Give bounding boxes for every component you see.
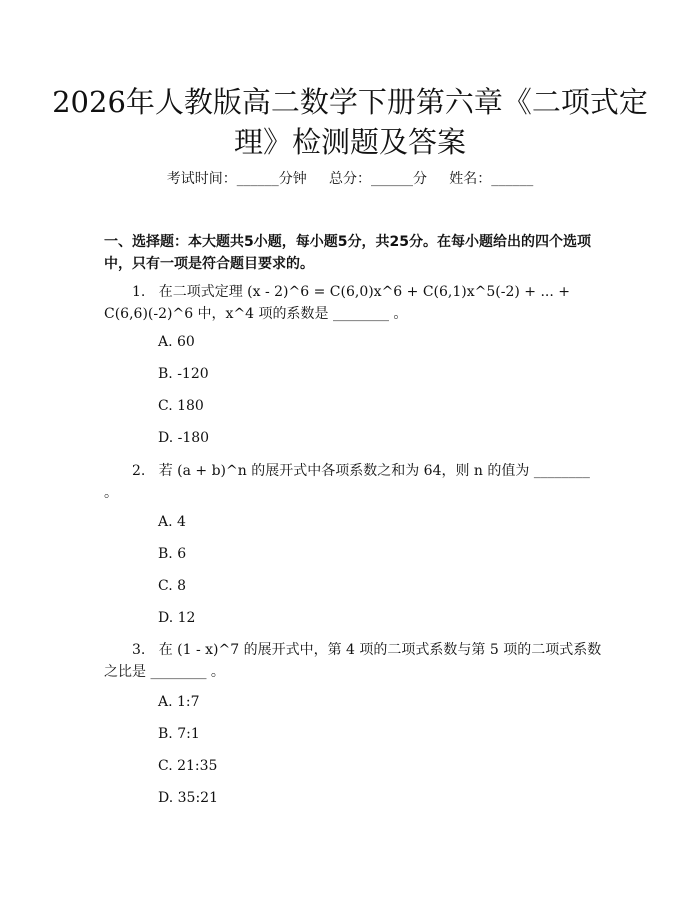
- q1-option-a: A. 60: [158, 334, 195, 350]
- q2-option-a: A. 4: [158, 514, 186, 530]
- q3-option-c: C. 21:35: [158, 758, 218, 774]
- q3-option-d: D. 35:21: [158, 790, 218, 806]
- section-heading: 一、选择题：本大题共5小题，每小题5分，共25分。在每小题给出的四个选项中，只有一项是符合题目要求的。: [104, 234, 591, 272]
- question-2: 2. 若 (a + b)^n 的展开式中各项系数之和为 64，则 n 的值为 ________ 。: [104, 463, 595, 501]
- q2-option-b: B. 6: [158, 546, 187, 562]
- q3-option-b: B. 7:1: [158, 726, 200, 742]
- question-1: 1. 在二项式定理 (x - 2)^6 = C(6,0)x^6 + C(6,1)x^5(-2) + ... + C(6,6)(-2)^6 中，x^4 项的系数是 ________ 。: [104, 284, 575, 322]
- question-3: 3. 在 (1 - x)^7 的展开式中，第 4 项的二项式系数与第 5 项的二项式系数之比是 ________ 。: [104, 642, 602, 680]
- document-title: 2026年人教版高二数学下册第六章《二项式定理》检测题及答案: [52, 85, 648, 159]
- q1-option-d: D. -180: [158, 430, 210, 446]
- exam-meta-line: 考试时间：______分钟 总分：______分 姓名：______: [166, 171, 534, 187]
- q1-option-b: B. -120: [158, 366, 209, 382]
- q3-option-a: A. 1:7: [158, 694, 200, 710]
- q1-option-c: C. 180: [158, 398, 204, 414]
- q2-option-d: D. 12: [158, 610, 196, 626]
- q2-option-c: C. 8: [158, 578, 187, 594]
